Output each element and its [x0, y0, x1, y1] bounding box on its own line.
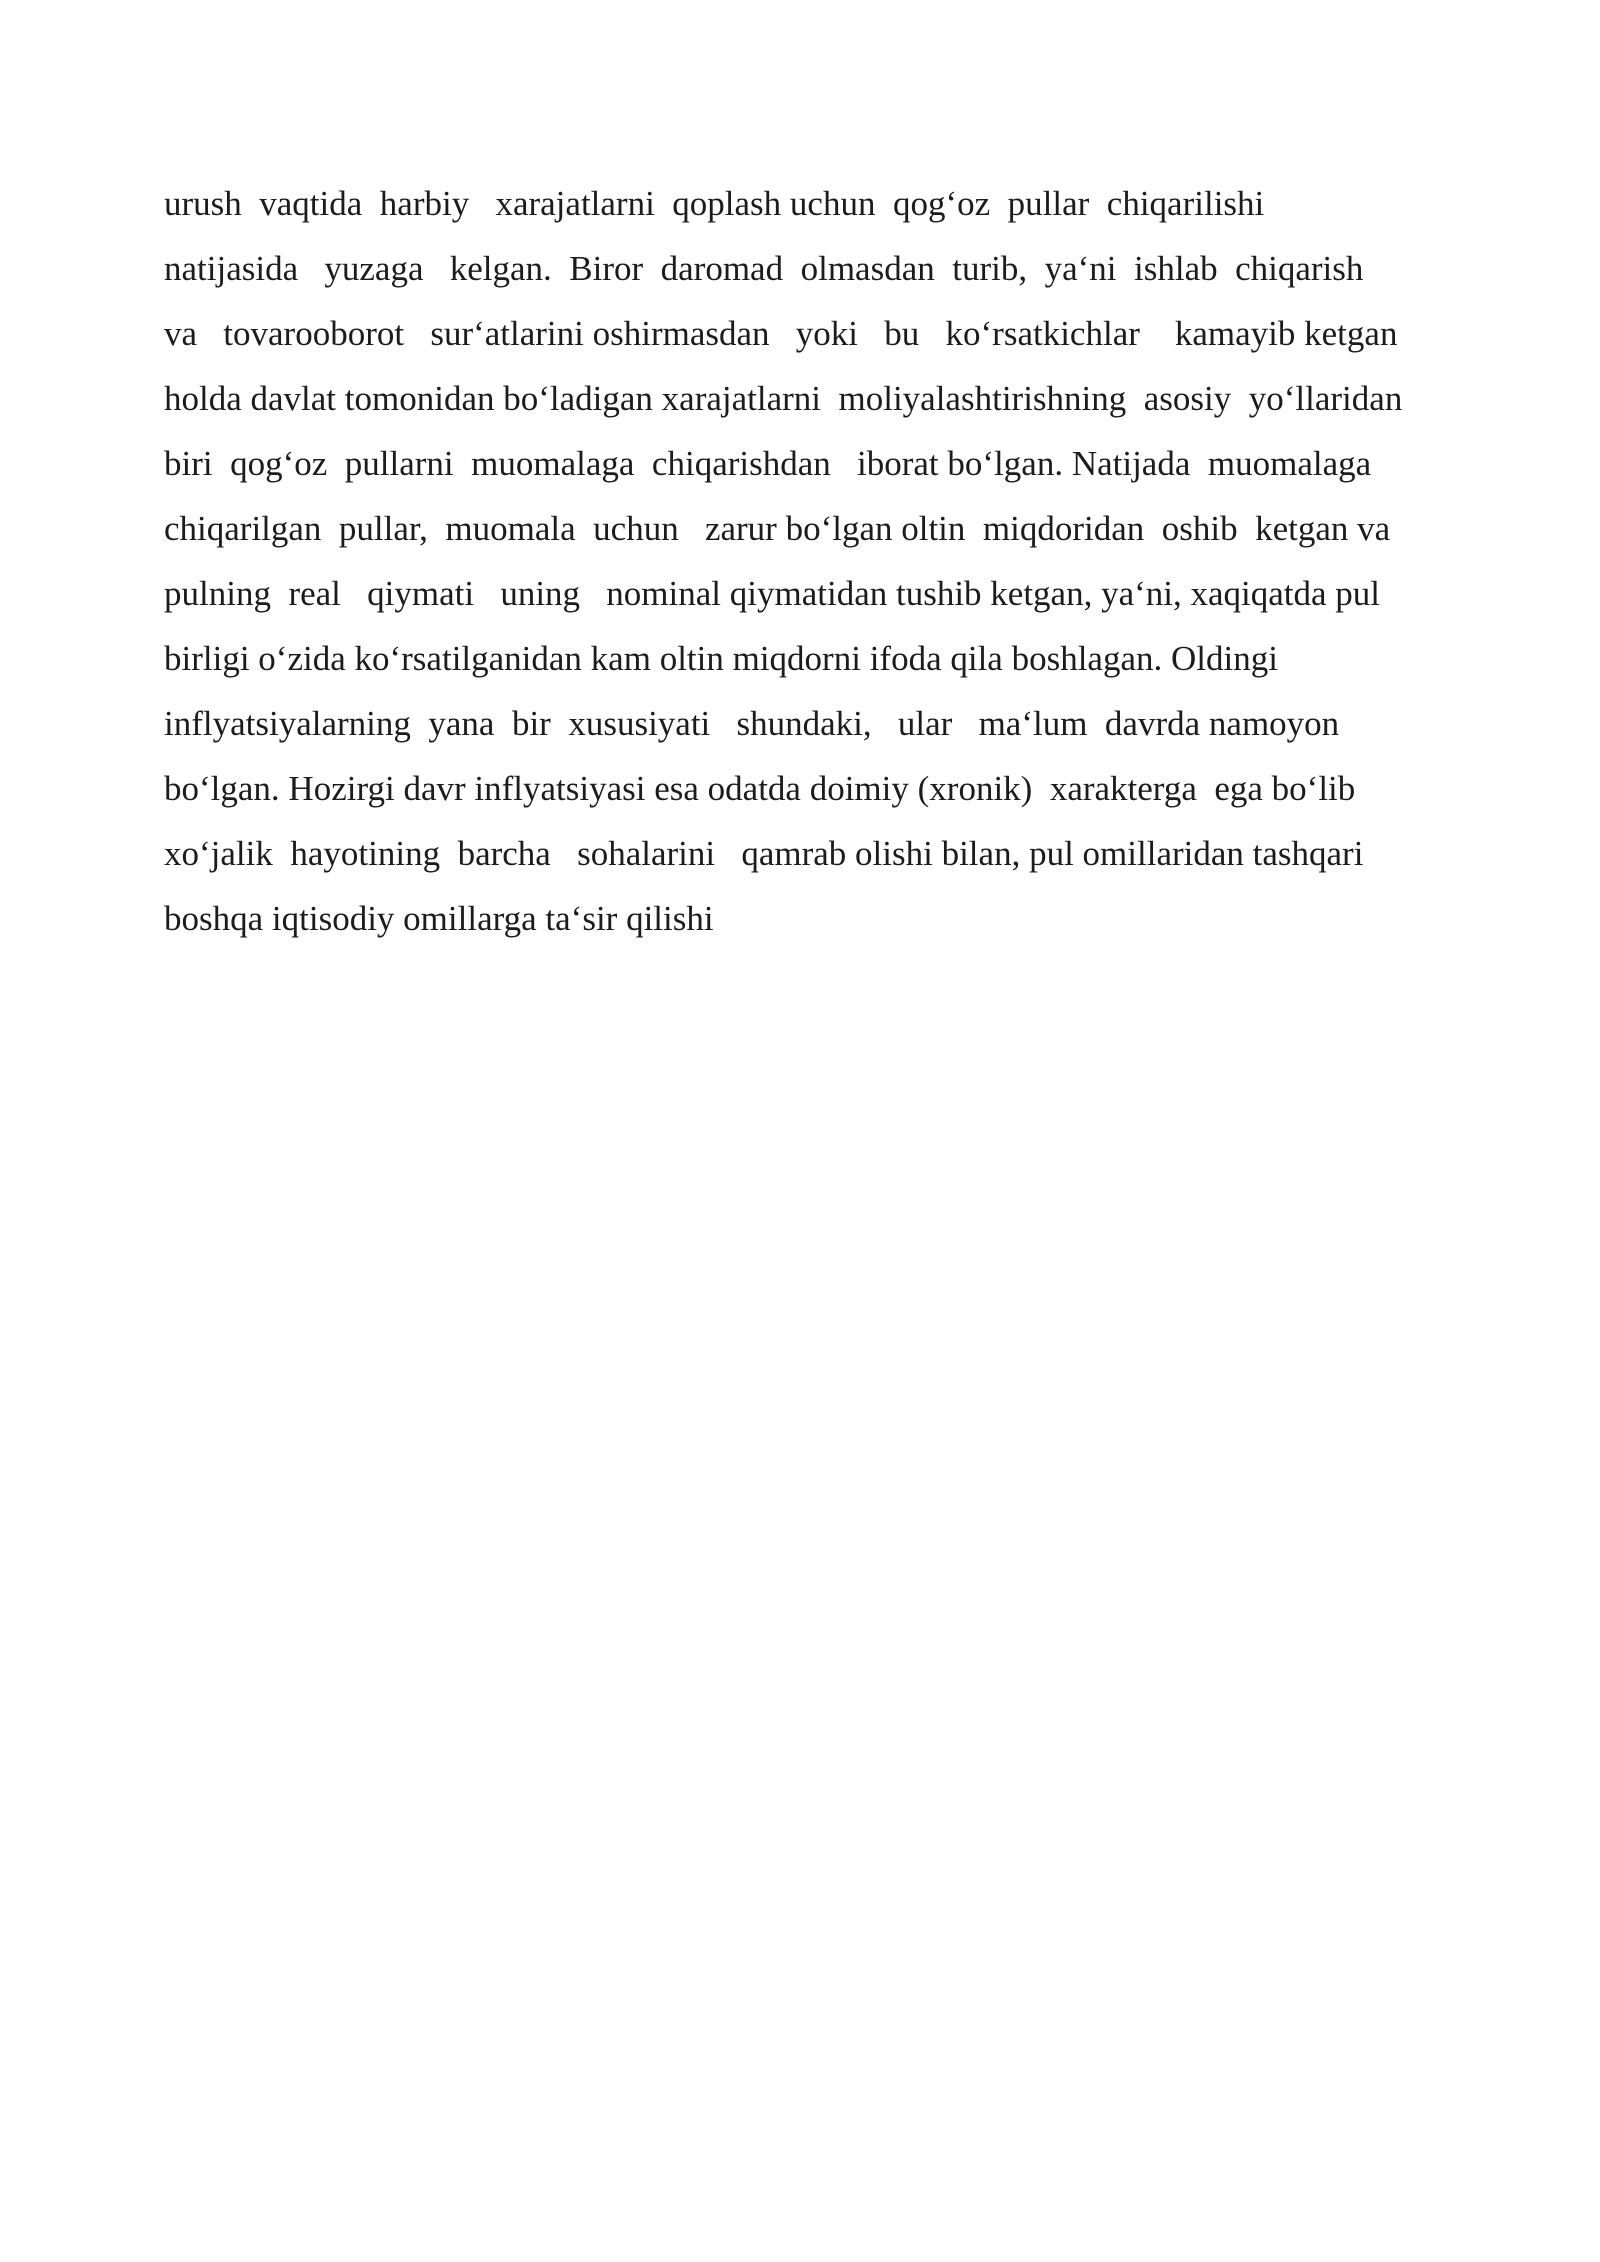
paragraph-line-8: birligi o‘zida ko‘rsatilganidan kam oltin miqdorni ifoda qila boshlagan. Oldingi	[164, 639, 1278, 678]
paragraph-line-10: bo‘lgan. Hozirgi davr inflyatsiyasi esa odatda doimiy (xronik) xarakterga ega bo‘lib	[164, 769, 1356, 808]
paragraph-line-1: urush vaqtida harbiy xarajatlarni qoplash uchun qog‘oz pullar chiqarilishi	[164, 184, 1265, 223]
paragraph-line-7: pulning real qiymati uning nominal qiymatidan tushib ketgan, ya‘ni, xaqiqatda pul	[164, 574, 1381, 613]
paragraph-line-2: natijasida yuzaga kelgan. Biror daromad olmasdan turib, ya‘ni ishlab chiqarish	[164, 249, 1364, 288]
paragraph-line-4: holda davlat tomonidan bo‘ladigan xarajatlarni moliyalashtirishning asosiy yo‘llaridan	[164, 379, 1403, 418]
paragraph-line-11: xo‘jalik hayotining barcha sohalarini qamrab olishi bilan, pul omillaridan tashqari	[164, 834, 1364, 873]
paragraph-line-5: biri qog‘oz pullarni muomalaga chiqarishdan iborat bo‘lgan. Natijada muomalaga	[164, 444, 1372, 483]
paragraph-line-9: inflyatsiyalarning yana bir xususiyati shundaki, ular ma‘lum davrda namoyon	[164, 704, 1340, 743]
paragraph-line-12: boshqa iqtisodiy omillarga ta‘sir qilishi	[164, 899, 714, 938]
body-paragraph	[164, 176, 1504, 956]
paragraph-line-6: chiqarilgan pullar, muomala uchun zarur bo‘lgan oltin miqdoridan oshib ketgan va	[164, 509, 1391, 548]
paragraph-line-3: va tovarooborot sur‘atlarini oshirmasdan yoki bu ko‘rsatkichlar kamayib ketgan	[164, 314, 1398, 353]
